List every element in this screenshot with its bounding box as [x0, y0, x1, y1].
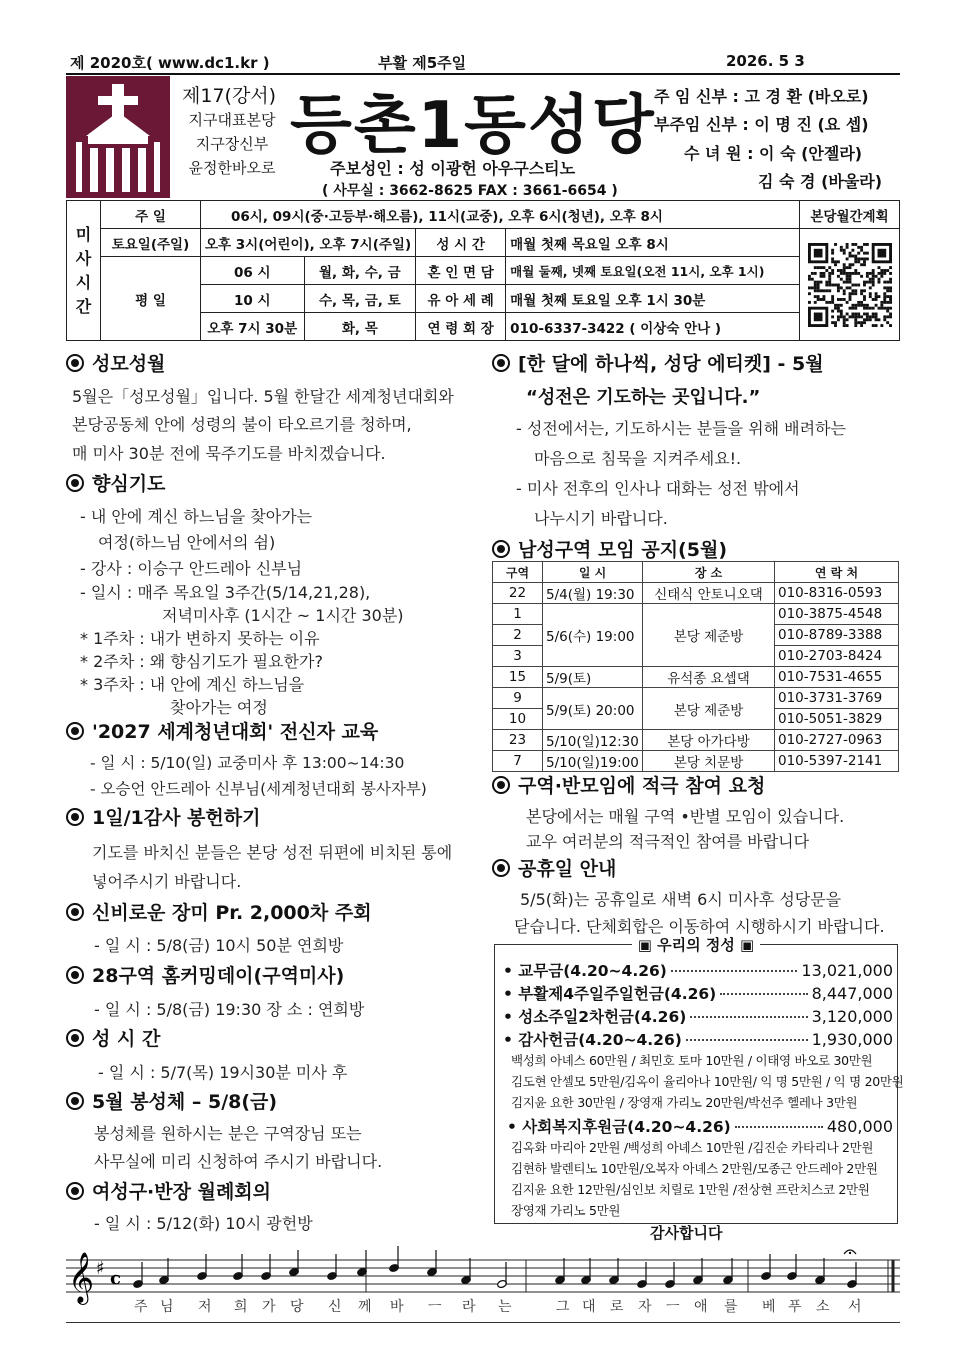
notes	[133, 1246, 858, 1289]
section-holy-hour: 성 시 간	[66, 1024, 160, 1051]
section-text: - 일 시 : 5/10(일) 교중미사 후 13:00~14:30	[90, 754, 405, 772]
section-women-meeting: 여성구·반장 월례회의	[66, 1177, 271, 1204]
offering-row: • 사회복지후원금(4.20~4.26) 480,000	[507, 1117, 893, 1136]
qr-code-icon	[806, 243, 894, 327]
district-priest-label: 지구장신부	[195, 135, 269, 153]
bullet-icon	[66, 903, 84, 921]
section-text: - 성전에서는, 기도하시는 분들을 위해 배려하는	[516, 419, 846, 438]
thanks-text: 감사합니다	[650, 1224, 723, 1242]
bullet-icon	[492, 776, 510, 794]
lyric-syllable: 는	[498, 1299, 512, 1315]
bullet-icon	[66, 354, 84, 372]
table-row: 15 5/9(토) 유석종 요셉댁 010-7531-4655	[493, 667, 899, 688]
sunday-times: 06시, 09시(중·고등부·해오름), 11시(교중), 오후 6시(청년), 오후 8시	[201, 201, 800, 229]
table-row: 2 010-8789-3388	[493, 625, 899, 646]
table-row: 23 5/10(일)12:30 본당 아가다방 010-2727-0963	[493, 730, 899, 751]
issue-number: 제 2020호( www.dc1.kr )	[70, 54, 270, 72]
bullet-icon	[492, 859, 510, 877]
assistant-pastor: 부주임 신부 : 이 명 진 (요 셉)	[654, 115, 869, 134]
meeting-table	[492, 561, 899, 772]
table-row: 9 5/9(토) 20:00 본당 제준방 010-3731-3769	[493, 688, 899, 709]
issue-header	[66, 52, 900, 74]
section-text: 찾아가는 여정	[170, 698, 268, 717]
section-text: 5/5(화)는 공휴일로 새벽 6시 미사후 성당문을	[520, 890, 842, 909]
weekday-label: 평 일	[101, 257, 201, 341]
sister-1: 수 녀 원 : 이 숙 (안젤라)	[684, 144, 863, 163]
donor-line: 김지윤 요한 12만원/심인보 치릴로 1만원 /전상현 프란치스코 2만원	[511, 1182, 870, 1197]
lyric-syllable: 자	[638, 1299, 652, 1315]
section-zone-participation: 구역·반모임에 적극 참여 요청	[492, 771, 765, 798]
lyric-syllable: 주	[134, 1299, 148, 1315]
bullet-icon	[492, 354, 510, 372]
lyric-syllable: ㅡ	[666, 1299, 680, 1315]
lyric-syllable: 께	[358, 1299, 372, 1315]
church-logo	[66, 76, 170, 198]
donor-line: 김도현 안셀모 5만원/김옥이 율리아나 10만원/ 익 명 5만원 / 익 명 20만원	[511, 1074, 904, 1089]
liturgical-week: 부활 제5주일	[378, 54, 467, 72]
section-text: 닫습니다. 단체회합은 이동하여 시행하시기 바랍니다.	[514, 917, 885, 936]
donor-line: 김지윤 요한 30만원 / 장영재 가리노 20만원/박선주 헬레나 3만원	[511, 1095, 858, 1110]
bullet-icon	[66, 808, 84, 826]
section-text: 봉성체를 원하시는 분은 구역장님 또는	[94, 1124, 362, 1143]
lyric-syllable: 애	[694, 1299, 708, 1315]
divider	[66, 1322, 900, 1323]
district-rep: 지구대표본당	[188, 111, 276, 129]
weekday-days-1: 월, 화, 수, 금	[304, 257, 416, 285]
donor-line: 백성희 아녜스 60만원 / 최민호 토마 10만원 / 이태영 바오로 30만원	[511, 1053, 873, 1068]
offering-box	[494, 936, 904, 1224]
col-contact: 연 락 처	[775, 562, 899, 583]
pastor: 주 임 신부 : 고 경 환 (바오로)	[654, 87, 869, 106]
bullet-icon	[66, 474, 84, 492]
lyric-syllable: 저	[198, 1299, 212, 1315]
offering-row: • 감사헌금(4.20~4.26) 1,930,000	[503, 1030, 893, 1049]
infant-baptism-time: 매월 첫째 토요일 오후 1시 30분	[506, 285, 800, 313]
section-text: 넣어주시기 바랍니다.	[92, 872, 242, 891]
sharp-icon: ♯	[96, 1258, 105, 1279]
section-mystic-rose: 신비로운 장미 Pr. 2,000차 주회	[66, 898, 372, 925]
section-holiday-notice: 공휴일 안내	[492, 854, 616, 881]
table-row: 1 5/6(수) 19:00 본당 제준방 010-3875-4548	[493, 604, 899, 625]
section-text: - 미사 전후의 인사나 대화는 성전 밖에서	[516, 479, 800, 498]
weekday-time-2: 10 시	[201, 285, 305, 313]
weekday-time-3: 오후 7시 30분	[201, 313, 305, 341]
treble-clef-icon: 𝄞	[68, 1252, 95, 1303]
district-label: 제17(강서)	[182, 85, 277, 107]
lyric-syllable: 서	[848, 1299, 862, 1315]
lyric-syllable: 라	[462, 1299, 476, 1315]
section-text: 마음으로 침묵을 지켜주세요!.	[534, 449, 742, 468]
issue-date: 2026. 5 3	[726, 52, 805, 70]
lyric-syllable: 당	[290, 1299, 304, 1315]
section-text: 매 미사 30분 전에 묵주기도를 바치겠습니다.	[72, 444, 386, 463]
lyric-syllable: 신	[328, 1299, 342, 1315]
marriage-label: 혼 인 면 담	[416, 257, 506, 285]
marriage-time: 매월 둘째, 넷째 토요일(오전 11시, 오후 1시)	[506, 257, 800, 285]
section-text: 사무실에 미리 신청하여 주시기 바랍니다.	[94, 1152, 383, 1171]
lyric-syllable: 를	[724, 1299, 738, 1315]
section-text: 나누시기 바랍니다.	[534, 509, 668, 528]
section-text: 본당에서는 매월 구역 •반별 모임이 있습니다.	[526, 807, 845, 826]
patron-saint: 주보성인 : 성 이광헌 아우구스티노	[330, 159, 576, 178]
section-text: * 3주차 : 내 안에 계신 하느님을	[80, 675, 305, 694]
parish-info	[172, 84, 292, 180]
wake-committee-label: 연 령 회 장	[416, 313, 506, 341]
church-icon	[66, 76, 170, 198]
section-text: 5월은「성모성월」입니다. 5월 한달간 세계청년대회와	[72, 387, 454, 406]
bullet-icon	[66, 1092, 84, 1110]
parish-title: 등촌1동성당	[290, 89, 656, 163]
section-text: 본당공동체 안에 성령의 불이 타오르기를 청하며,	[72, 415, 412, 434]
table-row: 7 5/10(일)19:00 본당 치문방 010-5397-2141	[493, 751, 899, 772]
offering-title: ▣ 우리의 정성 ▣	[495, 934, 897, 955]
wake-committee-contact: 010-6337-3422 ( 이상숙 안나 )	[506, 313, 800, 341]
holy-hour-label: 성 시 간	[416, 229, 506, 257]
section-text: * 1주차 : 내가 변하지 못하는 이유	[80, 629, 320, 648]
qr-code[interactable]	[800, 229, 900, 341]
monthly-plan-label: 본당월간계획	[800, 201, 900, 229]
section-etiquette: [한 달에 하나씩, 성당 에티켓] - 5월	[492, 349, 824, 376]
section-text: - 일시 : 매주 목요일 3주간(5/14,21,28),	[80, 583, 371, 602]
etiquette-quote: “성전은 기도하는 곳입니다.”	[526, 387, 761, 408]
lyric-syllable: 베	[762, 1299, 776, 1315]
col-place: 장 소	[643, 562, 775, 583]
donor-line: 김옥화 마리아 2만원 /백성희 아녜스 10만원 /김진순 카타리나 2만원	[511, 1140, 874, 1155]
table-row: 22 5/4(월) 19:30 신태식 안토니오댁 010-8316-0593	[493, 583, 899, 604]
section-text: - 일 시 : 5/12(화) 10시 광헌방	[94, 1214, 313, 1233]
lyric-syllable: 님	[160, 1299, 174, 1315]
table-row: 3 010-2703-8424	[493, 646, 899, 667]
bullet-icon	[492, 540, 510, 558]
weekday-days-3: 화, 목	[304, 313, 416, 341]
section-text: - 일 시 : 5/7(목) 19시30분 미사 후	[98, 1063, 348, 1082]
weekday-days-2: 수, 목, 금, 토	[304, 285, 416, 313]
bullet-icon	[66, 966, 84, 984]
section-text: - 일 시 : 5/8(금) 19:30 장 소 : 연희방	[94, 1000, 365, 1019]
section-may-marian: 성모성월	[66, 349, 165, 376]
section-communion-sick: 5월 봉성체 – 5/8(금)	[66, 1087, 277, 1114]
offering-row: • 성소주일2차헌금(4.26) 3,120,000	[503, 1007, 893, 1026]
bullet-icon	[66, 1029, 84, 1047]
lyric-syllable: 그	[556, 1299, 570, 1315]
mass-side-label: 미 사 시 간	[67, 201, 101, 341]
section-text: * 2주차 : 왜 향심기도가 필요한가?	[80, 652, 323, 671]
donor-line: 김현하 발렌티노 10만원/오복자 아녜스 2만원/모종근 안드레아 2만원	[511, 1161, 878, 1176]
section-text: 기도를 바치신 분들은 본당 성전 뒤편에 비치된 통에	[92, 843, 453, 862]
mass-schedule-table	[66, 200, 900, 341]
section-text: - 강사 : 이승구 안드레아 신부님	[80, 559, 303, 578]
bullet-icon	[66, 722, 84, 740]
section-text: 교우 여러분의 적극적인 참여를 바랍니다	[526, 832, 810, 851]
section-text: 저녁미사후 (1시간 ~ 1시간 30분)	[162, 606, 404, 625]
lyric-syllable: 희	[234, 1299, 248, 1315]
sunday-label: 주 일	[101, 201, 201, 229]
col-datetime: 일 시	[543, 562, 643, 583]
office-contact: ( 사무실 : 3662-8625 FAX : 3661-6654 )	[322, 183, 618, 199]
offering-row: • 부활제4주일주일헌금(4.26) 8,447,000	[503, 984, 893, 1003]
bullet-icon	[66, 1182, 84, 1200]
infant-baptism-label: 유 아 세 례	[416, 285, 506, 313]
lyric-syllable: 바	[390, 1299, 404, 1315]
donor-line: 장영재 가리노 5만원	[511, 1203, 621, 1218]
section-homecoming-day: 28구역 홈커밍데이(구역미사)	[66, 961, 344, 988]
district-priest-name: 윤정한바오로	[188, 159, 276, 177]
time-signature: c	[110, 1268, 121, 1289]
holy-hour-time: 매월 첫째 목요일 오후 8시	[506, 229, 800, 257]
saturday-label: 토요일(주일)	[101, 229, 201, 257]
section-men-meeting: 남성구역 모임 공지(5월)	[492, 535, 727, 562]
section-text: 여정(하느님 안에서의 쉼)	[98, 533, 276, 552]
hymn-lyrics	[66, 1296, 900, 1316]
col-zone: 구역	[493, 562, 543, 583]
sister-2: 김 숙 경 (바울라)	[758, 172, 883, 191]
offering-row: • 교무금(4.20~4.26) 13,021,000	[503, 961, 893, 980]
section-wyd-education: '2027 세계청년대회' 전신자 교육	[66, 717, 378, 744]
weekday-time-1: 06 시	[201, 257, 305, 285]
lyric-syllable: 푸	[788, 1299, 802, 1315]
lyric-syllable: 소	[816, 1299, 830, 1315]
table-row: 10 010-5051-3829	[493, 709, 899, 730]
section-text: - 오승언 안드레아 신부님(세계청년대회 봉사자부)	[90, 780, 427, 798]
lyric-syllable: ㅡ	[428, 1299, 442, 1315]
section-text: - 일 시 : 5/8(금) 10시 50분 연희방	[94, 936, 344, 955]
lyric-syllable: 가	[262, 1299, 276, 1315]
section-text: - 내 안에 계신 하느님을 찾아가는	[80, 507, 313, 526]
lyric-syllable: 로	[610, 1299, 624, 1315]
section-centering-prayer: 향심기도	[66, 469, 165, 496]
section-daily-thanks: 1일/1감사 봉헌하기	[66, 803, 260, 830]
saturday-times: 오후 3시(어린이), 오후 7시(주일)	[201, 229, 416, 257]
lyric-syllable: 대	[582, 1299, 596, 1315]
